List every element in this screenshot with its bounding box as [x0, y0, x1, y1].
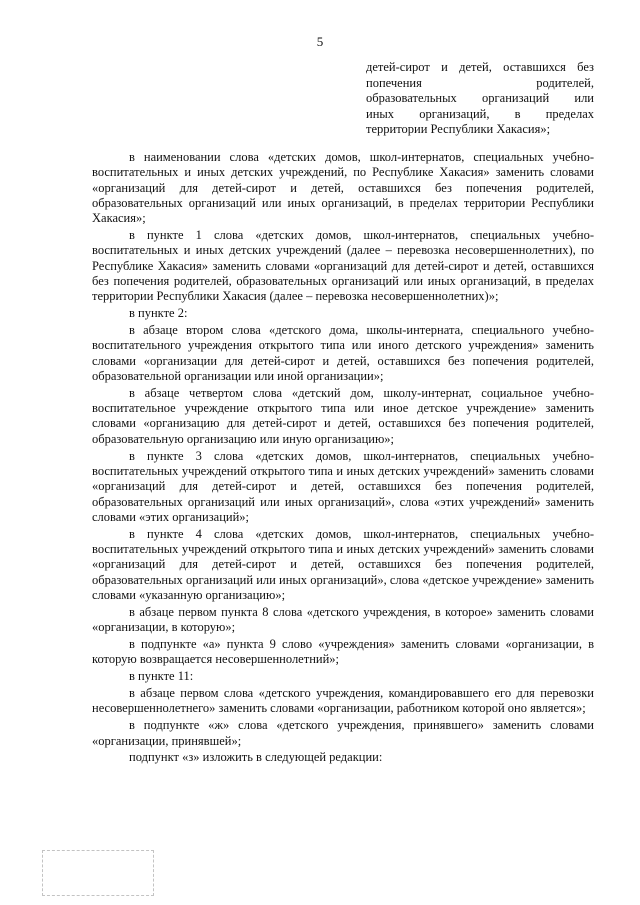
continuation-block: [366, 60, 594, 138]
paragraph: в абзаце первом пункта 8 слова «детского учреждения, в которое» заменить словами «организации, в которую»;: [92, 604, 594, 635]
paragraph: в пункте 2:: [129, 306, 188, 321]
registration-stamp: [42, 850, 154, 896]
continuation-line: территории Республики Хакасия»;: [366, 122, 551, 136]
paragraph: в подпункте «ж» слова «детского учреждения, принявшего» заменить словами «организации, принявшей»;: [92, 718, 594, 748]
continuation-line: иных организаций, в пределах: [366, 106, 594, 121]
continuation-line: попечения родителей,: [366, 75, 594, 90]
paragraph: в пункте 1 слова «детских домов, школ-интернатов, специальных учебно-воспитательных и иных детских учреждений (далее – перевозка несовершеннолетних), по Республике Хакасия» заменить словами «организаций для детей-сирот и детей, оставшихся без попечения родителей, образовательных организаций или иных организаций, в пределах территории Республики Хакасия (далее – перевозка несовершеннолетних)»;: [92, 228, 594, 304]
page-number: 5: [316, 34, 324, 49]
paragraph: в пункте 3 слова «детских домов, школ-интернатов, специальных учебно-воспитательных учреждений открытого типа и иных детских учреждений» заменить словами «организаций для детей-сирот и детей, оставшихся без попечения родителей, образовательных организаций или иных организаций», слова «этих учреждений» заменить словами «этих организаций»;: [92, 448, 594, 524]
paragraph: подпункт «з» изложить в следующей редакции:: [129, 750, 383, 765]
paragraph: в пункте 4 слова «детских домов, школ-интернатов, специальных учебно-воспитательных учреждений открытого типа и иных детских учреждений» заменить словами «организаций для детей-сирот и детей, оставшихся без попечения родителей, образовательных организаций или иных организаций», слова «детское учреждение» заменить словами «указанную организацию»;: [92, 526, 594, 602]
document-body: [92, 150, 594, 767]
paragraph: в абзаце четвертом слова «детский дом, школу-интернат, социальное учебно-воспитательное учреждение открытого типа или иное детское учреждение» заменить словами «организацию для детей-сирот и детей, оставшихся без попечения родителей, образовательную организацию или иную организацию»;: [92, 385, 594, 446]
paragraph: в подпункте «а» пункта 9 слово «учреждения» заменить словами «организации, в которую возвращается несовершеннолетний»;: [92, 636, 594, 667]
paragraph: в пункте 11:: [129, 669, 194, 684]
paragraph: в абзаце первом слова «детского учреждения, командировавшего его для перевозки несовершеннолетнего» заменить словами «организации, работником которой оно является»;: [92, 686, 594, 716]
paragraph: в наименовании слова «детских домов, школ-интернатов, специальных учебно-воспитательных и иных детских учреждений, по Республике Хакасия» заменить словами «организаций для детей-сирот и детей, оставшихся без попечения родителей, образовательных организаций или иных организаций, в пределах территории Республики Хакасия»;: [92, 150, 594, 226]
paragraph: в абзаце втором слова «детского дома, школы-интерната, специального учебно-воспитательного учреждения открытого типа или иного детского учреждения» заменить словами «организации для детей-сирот и детей, оставшихся без попечения родителей, образовательной организации или иной организации»;: [92, 323, 594, 383]
continuation-line: образовательных организаций или: [366, 91, 594, 105]
continuation-line: детей-сирот и детей, оставшихся без: [366, 60, 594, 74]
